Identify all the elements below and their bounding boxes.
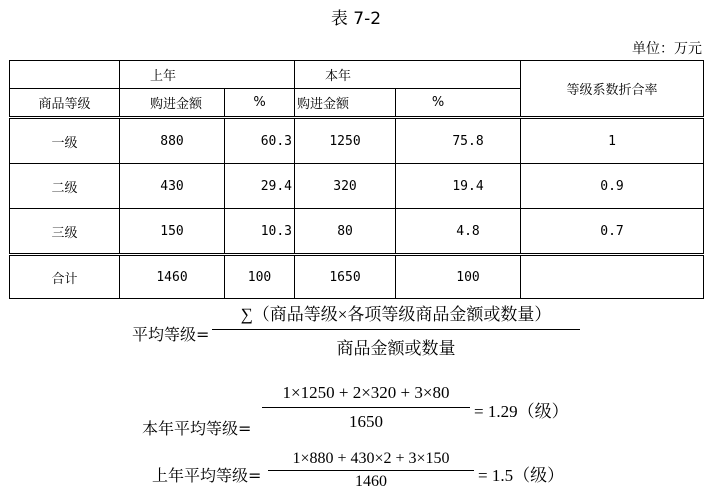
last-pct-cell: 10.3 xyxy=(225,209,295,255)
this-year-fraction xyxy=(262,383,470,432)
this-amount-cell: 320 xyxy=(295,164,396,209)
header-amount-last: 购进金额 xyxy=(120,89,225,118)
last-year-numerator: 1×880 + 430×2 + 3×150 xyxy=(292,450,450,467)
last-amount-cell: 430 xyxy=(120,164,225,209)
avg-grade-denominator: 商品金额或数量 xyxy=(336,339,456,358)
avg-grade-fraction xyxy=(212,300,580,359)
avg-grade-numerator: ∑（商品等级×各项等级商品金额或数量） xyxy=(240,305,552,324)
last-year-fraction xyxy=(268,450,474,491)
total-coef xyxy=(521,255,704,299)
this-pct-cell: 75.8 xyxy=(396,118,521,164)
avg-grade-label: 平均等级= xyxy=(132,325,210,344)
table-row xyxy=(10,164,704,209)
last-amount-cell: 880 xyxy=(120,118,225,164)
last-amount-cell: 150 xyxy=(120,209,225,255)
total-this-pct: 100 xyxy=(396,255,521,299)
header-last-year: 上年 xyxy=(120,61,295,89)
table-row xyxy=(10,209,704,255)
this-amount-cell: 1250 xyxy=(295,118,396,164)
this-year-denominator: 1650 xyxy=(349,412,383,431)
grade-cell: 三级 xyxy=(10,209,120,255)
table-total-row xyxy=(10,255,704,299)
unit-label: 单位：万元 xyxy=(632,41,702,57)
header-amount-this: 购进金额 xyxy=(295,89,396,118)
this-pct-cell: 19.4 xyxy=(396,164,521,209)
header-this-year: 本年 xyxy=(295,61,521,89)
header-pct-last: % xyxy=(225,89,295,118)
header-grade: 商品等级 xyxy=(10,89,120,118)
this-year-avg-label: 本年平均等级= xyxy=(142,419,252,438)
last-year-result: = 1.5（级） xyxy=(478,466,565,485)
header-pct-this: % xyxy=(396,89,521,118)
total-this-amount: 1650 xyxy=(295,255,396,299)
grade-cell: 一级 xyxy=(10,118,120,164)
total-last-amount: 1460 xyxy=(120,255,225,299)
coef-cell: 1 xyxy=(521,118,704,164)
last-pct-cell: 60.3 xyxy=(225,118,295,164)
this-year-result: = 1.29（级） xyxy=(474,402,569,421)
last-year-avg-label: 上年平均等级= xyxy=(152,466,262,485)
this-amount-cell: 80 xyxy=(295,209,396,255)
table-title: 表 7-2 xyxy=(330,9,382,29)
grade-table xyxy=(9,60,704,299)
total-last-pct: 100 xyxy=(225,255,295,299)
total-label: 合计 xyxy=(10,255,120,299)
coef-cell: 0.7 xyxy=(521,209,704,255)
table-row xyxy=(10,118,704,164)
header-empty-cell xyxy=(10,61,120,89)
this-year-numerator: 1×1250 + 2×320 + 3×80 xyxy=(282,383,450,402)
grade-cell: 二级 xyxy=(10,164,120,209)
header-coefficient: 等级系数折合率 xyxy=(521,61,704,118)
coef-cell: 0.9 xyxy=(521,164,704,209)
last-pct-cell: 29.4 xyxy=(225,164,295,209)
this-pct-cell: 4.8 xyxy=(396,209,521,255)
last-year-denominator: 1460 xyxy=(355,473,387,490)
